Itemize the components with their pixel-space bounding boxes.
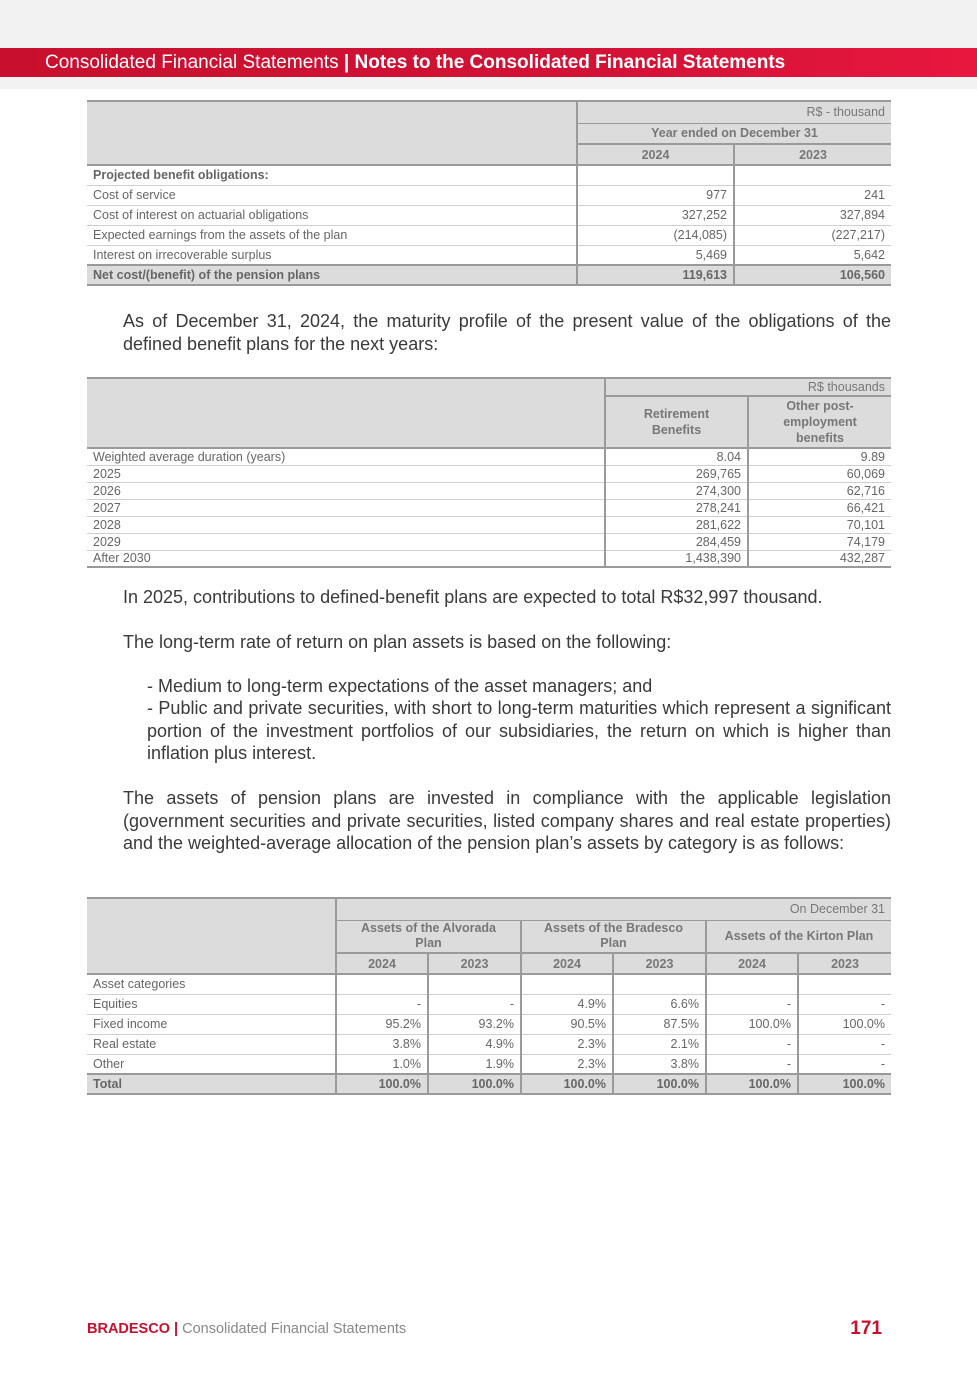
year-header: 2024: [336, 953, 428, 974]
table-row: Other 1.0% 1.9% 2.3% 3.8% - -: [87, 1054, 891, 1074]
unit-label: On December 31: [336, 898, 891, 920]
year-header: 2024: [706, 953, 798, 974]
paragraph: In 2025, contributions to defined-benefit plans are expected to total R$32,997 thousand.: [123, 587, 823, 607]
table-row: Cost of service 977 241: [87, 185, 891, 205]
year-header: 2024: [521, 953, 613, 974]
plan-header: Assets of the Alvorada Plan: [336, 920, 521, 953]
section-label: Asset categories: [87, 974, 336, 994]
header-title: Notes to the Consolidated Financial Statements: [354, 52, 786, 73]
footer-brand: BRADESCO: [87, 1321, 170, 1337]
header-section: Consolidated Financial Statements: [45, 52, 339, 73]
header-separator: |: [343, 52, 350, 73]
table-header-empty: [87, 898, 336, 974]
period-label: Year ended on December 31: [577, 123, 891, 144]
year-header: 2023: [428, 953, 521, 974]
total-row: Net cost/(benefit) of the pension plans 119,613 106,560: [87, 265, 891, 285]
table-row: 2025 269,765 60,069: [87, 465, 891, 482]
unit-label: R$ thousands: [605, 378, 891, 396]
table-row: Cost of interest on actuarial obligations 327,252 327,894: [87, 205, 891, 225]
footer-doc-title: Consolidated Financial Statements: [182, 1321, 407, 1337]
year-header: 2024: [577, 144, 734, 165]
paragraph: As of December 31, 2024, the maturity profile of the present value of the obligations of the defined benefit plans for the next years:: [123, 311, 891, 354]
table-row: Expected earnings from the assets of the plan (214,085) (227,217): [87, 225, 891, 245]
table-row: Equities - - 4.9% 6.6% - -: [87, 994, 891, 1014]
plan-header: Assets of the Bradesco Plan: [521, 920, 706, 953]
table-header-empty: [87, 378, 605, 448]
top-margin: [0, 0, 977, 48]
total-row: Total 100.0% 100.0% 100.0% 100.0% 100.0% 100.0%: [87, 1074, 891, 1094]
table-header-empty: [87, 101, 577, 165]
table-row: Real estate 3.8% 4.9% 2.3% 2.1% - -: [87, 1034, 891, 1054]
footer-separator: |: [174, 1321, 179, 1337]
plan-header: Assets of the Kirton Plan: [706, 920, 891, 953]
table-row: 2029 284,459 74,179: [87, 533, 891, 550]
table-row: 2027 278,241 66,421: [87, 499, 891, 516]
bullet-item: - Public and private securities, with short to long-term maturities which represent a significant portion of the investment portfolios of our subsidiaries, the return on which is higher than inflation plus interest.: [147, 698, 891, 763]
year-header: 2023: [798, 953, 891, 974]
year-header: 2023: [734, 144, 891, 165]
header-bar: [0, 48, 977, 77]
unit-label: R$ - thousand: [577, 101, 891, 123]
footer: [87, 1321, 406, 1337]
page-number: 171: [850, 1318, 882, 1339]
table-row: Interest on irrecoverable surplus 5,469 5,642: [87, 245, 891, 265]
maturity-profile-table: [87, 377, 891, 568]
header-underband: [0, 77, 977, 89]
pension-cost-table: [87, 100, 891, 286]
paragraph: The assets of pension plans are invested in compliance with the applicable legislation (government securities and private securities, listed company shares and real estate properties) and the weighted-average allocation of the pension plan’s assets by category is as follows:: [123, 788, 891, 853]
year-header: 2023: [613, 953, 706, 974]
plan-assets-allocation-table: [87, 897, 891, 1095]
table-row: 2026 274,300 62,716: [87, 482, 891, 499]
table-row: After 2030 1,438,390 432,287: [87, 550, 891, 567]
section-label: Projected benefit obligations:: [87, 165, 577, 185]
paragraph: The long-term rate of return on plan assets is based on the following:: [123, 632, 672, 652]
table-row: Fixed income 95.2% 93.2% 90.5% 87.5% 100.0% 100.0%: [87, 1014, 891, 1034]
table-row: 2028 281,622 70,101: [87, 516, 891, 533]
column-header: Retirement Benefits: [605, 396, 748, 448]
bullet-item: - Medium to long-term expectations of the asset managers; and: [147, 676, 653, 696]
column-header: Other post-employment benefits: [748, 396, 891, 448]
table-row: Weighted average duration (years) 8.04 9.89: [87, 448, 891, 465]
